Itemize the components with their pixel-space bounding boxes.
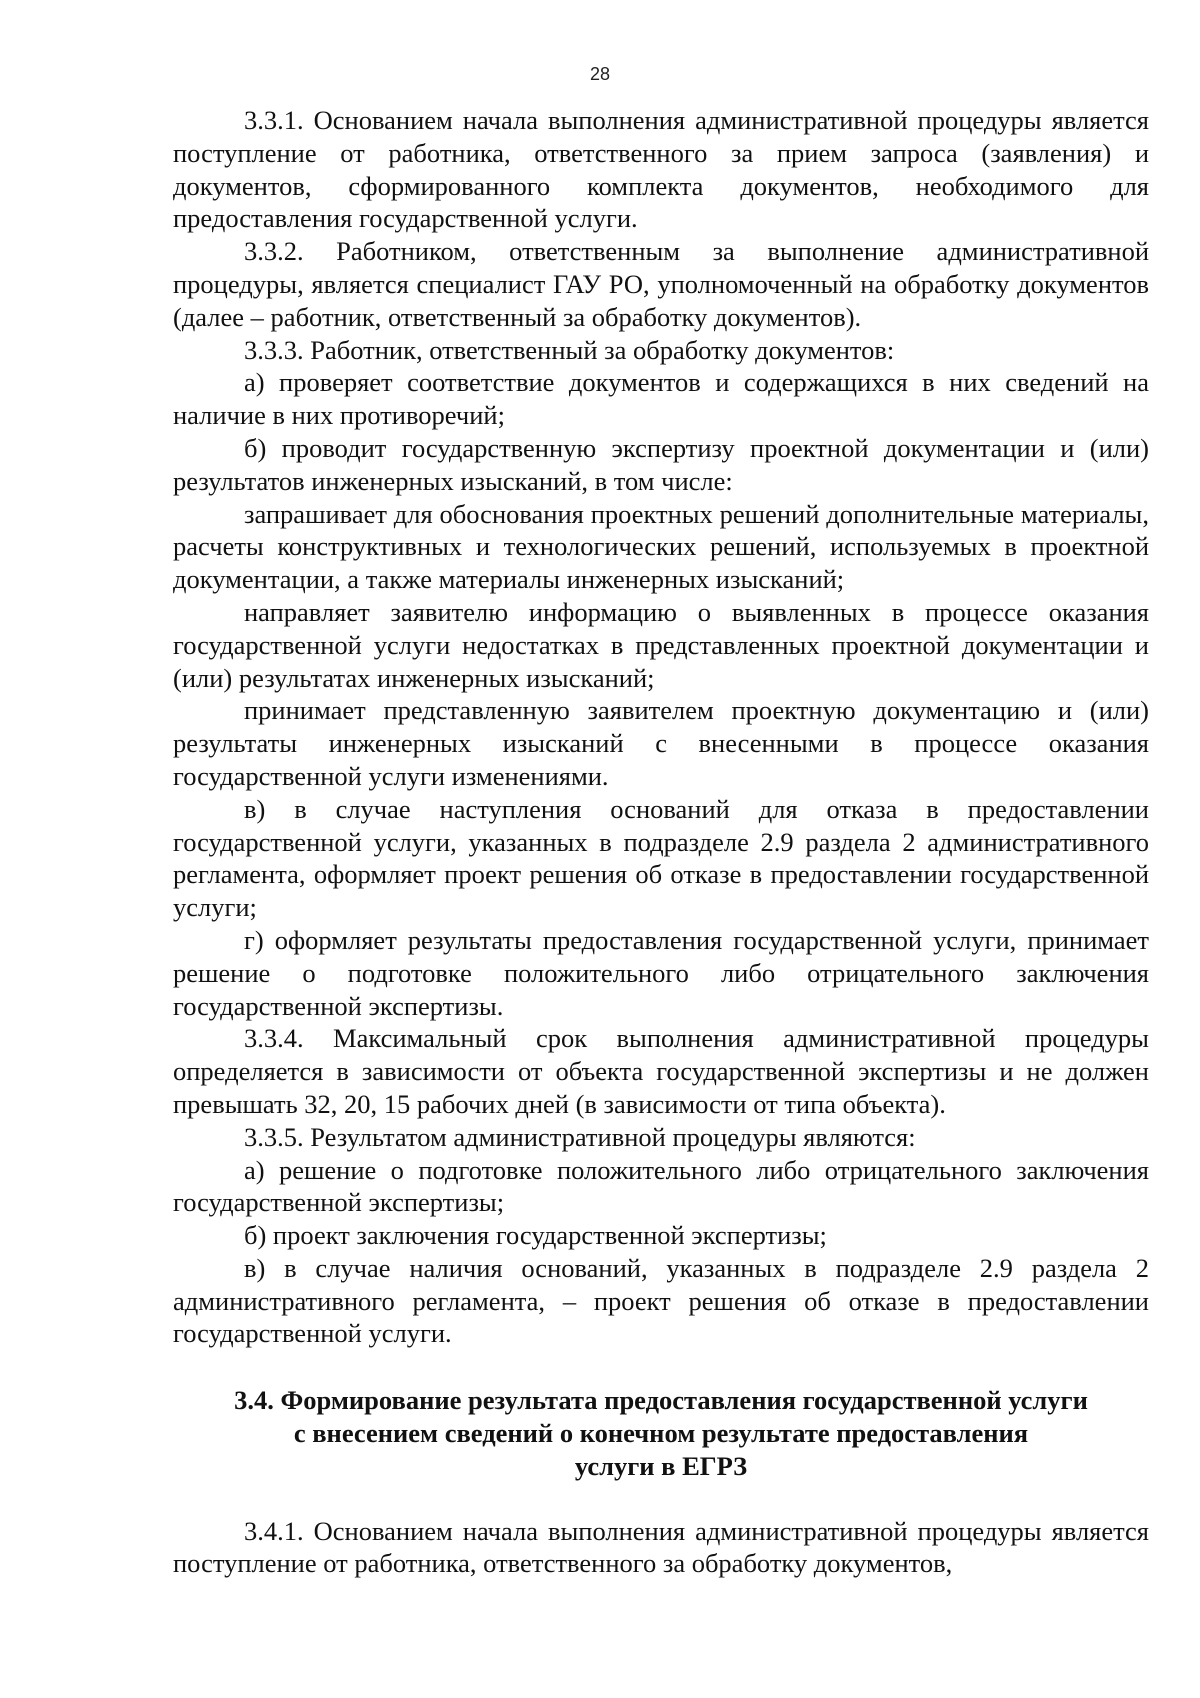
section-heading-line: с внесением сведений о конечном результате предоставления	[293, 1418, 1029, 1449]
paragraph-3-3-3: 3.3.3. Работник, ответственный за обработку документов:	[244, 334, 895, 365]
paragraph-3-3-5-v: в) в случае наличия оснований, указанных в подразделе 2.9 раздела 2 административного регламента, – проект решения об отказе в предоставлении государственной услуги.	[173, 1252, 1149, 1349]
paragraph-accepts-documentation: принимает представленную заявителем проектную документацию и (или) результаты инженерных изысканий с внесенными в процессе оказания государственной услуги изменениями.	[173, 695, 1149, 791]
paragraph-3-4-1: 3.4.1. Основанием начала выполнения административной процедуры является поступление от работника, ответственного за обработку документов,	[173, 1515, 1149, 1579]
page-content	[173, 104, 1149, 1580]
paragraph-3-3-5-b: б) проект заключения государственной экспертизы;	[244, 1220, 827, 1251]
paragraph-requests-materials: запрашивает для обоснования проектных решений дополнительные материалы, расчеты конструктивных и технологических решений, используемых в проектной документации, а также материалы инженерных изысканий;	[173, 498, 1149, 595]
page-number: 28	[589, 64, 611, 84]
paragraph-3-3-3-g: г) оформляет результаты предоставления государственной услуги, принимает решение о подготовке положительного либо отрицательного заключения государственной экспертизы.	[173, 924, 1149, 1021]
paragraph-3-3-3-v: в) в случае наступления оснований для отказа в предоставлении государственной услуги, указанных в подразделе 2.9 раздела 2 административного регламента, оформляет проект решения об отказе в предоставлении государственной услуги;	[173, 793, 1149, 923]
paragraph-3-3-5-a: а) решение о подготовке положительного либо отрицательного заключения государственной экспертизы;	[173, 1154, 1149, 1218]
section-heading-line: 3.4. Формирование результата предоставления государственной услуги	[234, 1385, 1088, 1416]
section-heading-3-4	[173, 1384, 1149, 1482]
paragraph-3-3-3-a: а) проверяет соответствие документов и содержащихся в них сведений на наличие в них противоречий;	[173, 367, 1149, 431]
paragraph-sends-information: направляет заявителю информацию о выявленных в процессе оказания государственной услуги недостатках в представленных проектной документации и (или) результатах инженерных изысканий;	[173, 596, 1149, 693]
section-heading-line: услуги в ЕГРЗ	[574, 1450, 748, 1481]
paragraph-3-3-5: 3.3.5. Результатом административной процедуры являются:	[244, 1121, 916, 1152]
paragraph-3-3-1: 3.3.1. Основанием начала выполнения административной процедуры является поступление от работника, ответственного за прием запроса (заявления) и документов, сформированного комплекта документов, необходимого для предоставления государственной услуги.	[173, 105, 1149, 234]
paragraph-3-3-2: 3.3.2. Работником, ответственным за выполнение административной процедуры, является специалист ГАУ РО, уполномоченный на обработку документов (далее – работник, ответственный за обработку документов).	[173, 236, 1149, 332]
paragraph-3-3-4: 3.3.4. Максимальный срок выполнения административной процедуры определяется в зависимости от объекта государственной экспертизы и не должен превышать 32, 20, 15 рабочих дней (в зависимости от типа объекта).	[173, 1023, 1149, 1119]
paragraph-3-3-3-b: б) проводит государственную экспертизу проектной документации и (или) результатов инженерных изысканий, в том числе:	[173, 432, 1149, 496]
